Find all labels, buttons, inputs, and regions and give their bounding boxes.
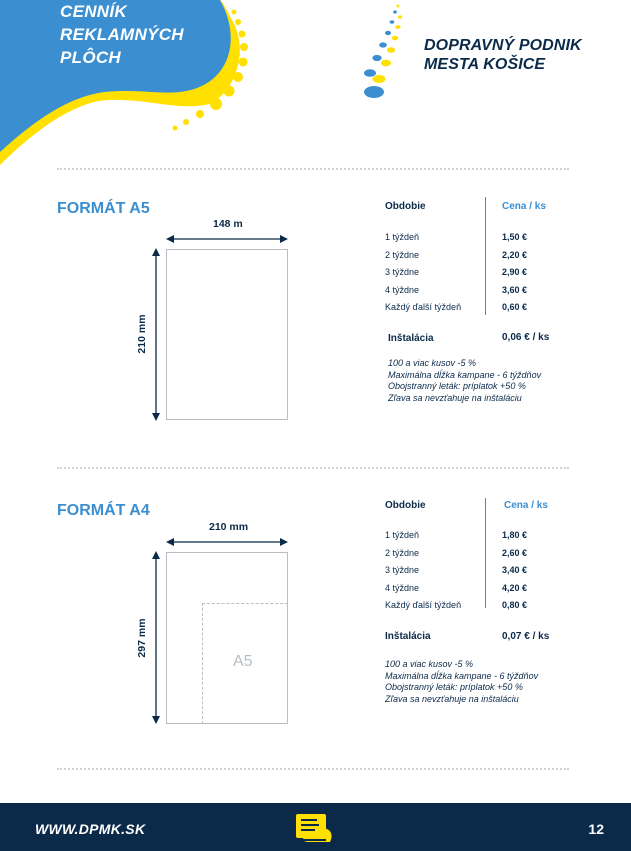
height-arrow	[149, 248, 163, 421]
note-line: Obojstranný leták: príplatok +50 %	[388, 381, 526, 391]
page-number: 12	[588, 821, 604, 837]
table-row-price: 3,60 €	[502, 285, 528, 295]
width-label: 210 mm	[209, 521, 249, 533]
table-row-price: 0,80 €	[502, 600, 528, 610]
table-divider	[485, 498, 486, 608]
column-header-period: Obdobie	[385, 500, 426, 511]
table-row-period: 4 týždne	[385, 583, 420, 593]
installation-price: 0,07 € / ks	[502, 631, 550, 642]
width-arrow	[166, 232, 289, 246]
table-row-price: 3,40 €	[502, 565, 528, 575]
notes	[388, 358, 541, 404]
note-line: Obojstranný leták: príplatok +50 %	[385, 682, 523, 692]
column-header-price: Cena / ks	[502, 201, 546, 212]
table-row-price: 1,80 €	[502, 530, 528, 540]
a5-overlay-label: A5	[233, 653, 253, 670]
table-row-price: 1,50 €	[502, 232, 528, 242]
table-row-price: 0,60 €	[502, 302, 528, 312]
table-row-period: Každý ďalší týždeň	[385, 600, 462, 610]
page-title-line: REKLAMNÝCH	[60, 25, 184, 44]
note-line: Maximálna dĺžka kampane - 6 týždňov	[385, 670, 539, 681]
dotted-divider	[57, 467, 569, 469]
table-row-price: 2,20 €	[502, 250, 528, 260]
website-link[interactable]: WWW.DPMK.SK	[35, 821, 146, 837]
section-title: FORMÁT A4	[57, 502, 150, 519]
table-row-price: 4,20 €	[502, 583, 528, 593]
installation-price: 0,06 € / ks	[502, 332, 550, 343]
page-title-line: PLÔCH	[60, 48, 121, 67]
installation-label: Inštalácia	[385, 631, 431, 642]
width-arrow	[166, 535, 289, 549]
table-row-price: 2,60 €	[502, 548, 528, 558]
table-row-period: 1 týždeň	[385, 232, 420, 242]
company-name	[424, 36, 582, 74]
table-row-period: 2 týždne	[385, 250, 420, 260]
dpmk-logo-icon	[348, 2, 428, 100]
note-line: Zľava sa nevzťahuje na inštaláciu	[385, 693, 519, 704]
ticket-icon	[296, 814, 334, 846]
note-line: Maximálna dĺžka kampane - 6 týždňov	[388, 369, 542, 380]
column-header-price: Cena / ks	[504, 500, 548, 511]
table-divider	[485, 197, 486, 315]
company-name-line: DOPRAVNÝ PODNIK	[424, 37, 582, 54]
height-label: 297 mm	[136, 618, 148, 658]
table-row-period: Každý ďalší týždeň	[385, 302, 462, 312]
height-arrow	[149, 551, 163, 724]
notes	[385, 659, 538, 705]
table-row-period: 4 týždne	[385, 285, 420, 295]
note-line: Zľava sa nevzťahuje na inštaláciu	[388, 392, 522, 403]
page-title	[60, 0, 184, 69]
page-title-line: CENNÍK	[60, 2, 127, 21]
note-line: 100 a viac kusov -5 %	[385, 659, 474, 669]
section-title: FORMÁT A5	[57, 200, 150, 217]
table-row-period: 1 týždeň	[385, 530, 420, 540]
installation-label: Inštalácia	[388, 333, 434, 344]
height-label: 210 mm	[136, 314, 148, 354]
table-row-period: 3 týždne	[385, 565, 420, 575]
column-header-period: Obdobie	[385, 201, 426, 212]
table-row-price: 2,90 €	[502, 267, 528, 277]
table-row-period: 3 týždne	[385, 267, 420, 277]
format-sheet	[166, 249, 288, 420]
note-line: 100 a viac kusov -5 %	[388, 358, 477, 368]
dotted-divider	[57, 168, 569, 170]
dotted-divider	[57, 768, 569, 770]
table-row-period: 2 týždne	[385, 548, 420, 558]
company-name-line: MESTA KOŠICE	[424, 56, 546, 73]
width-label: 148 m	[213, 218, 243, 230]
